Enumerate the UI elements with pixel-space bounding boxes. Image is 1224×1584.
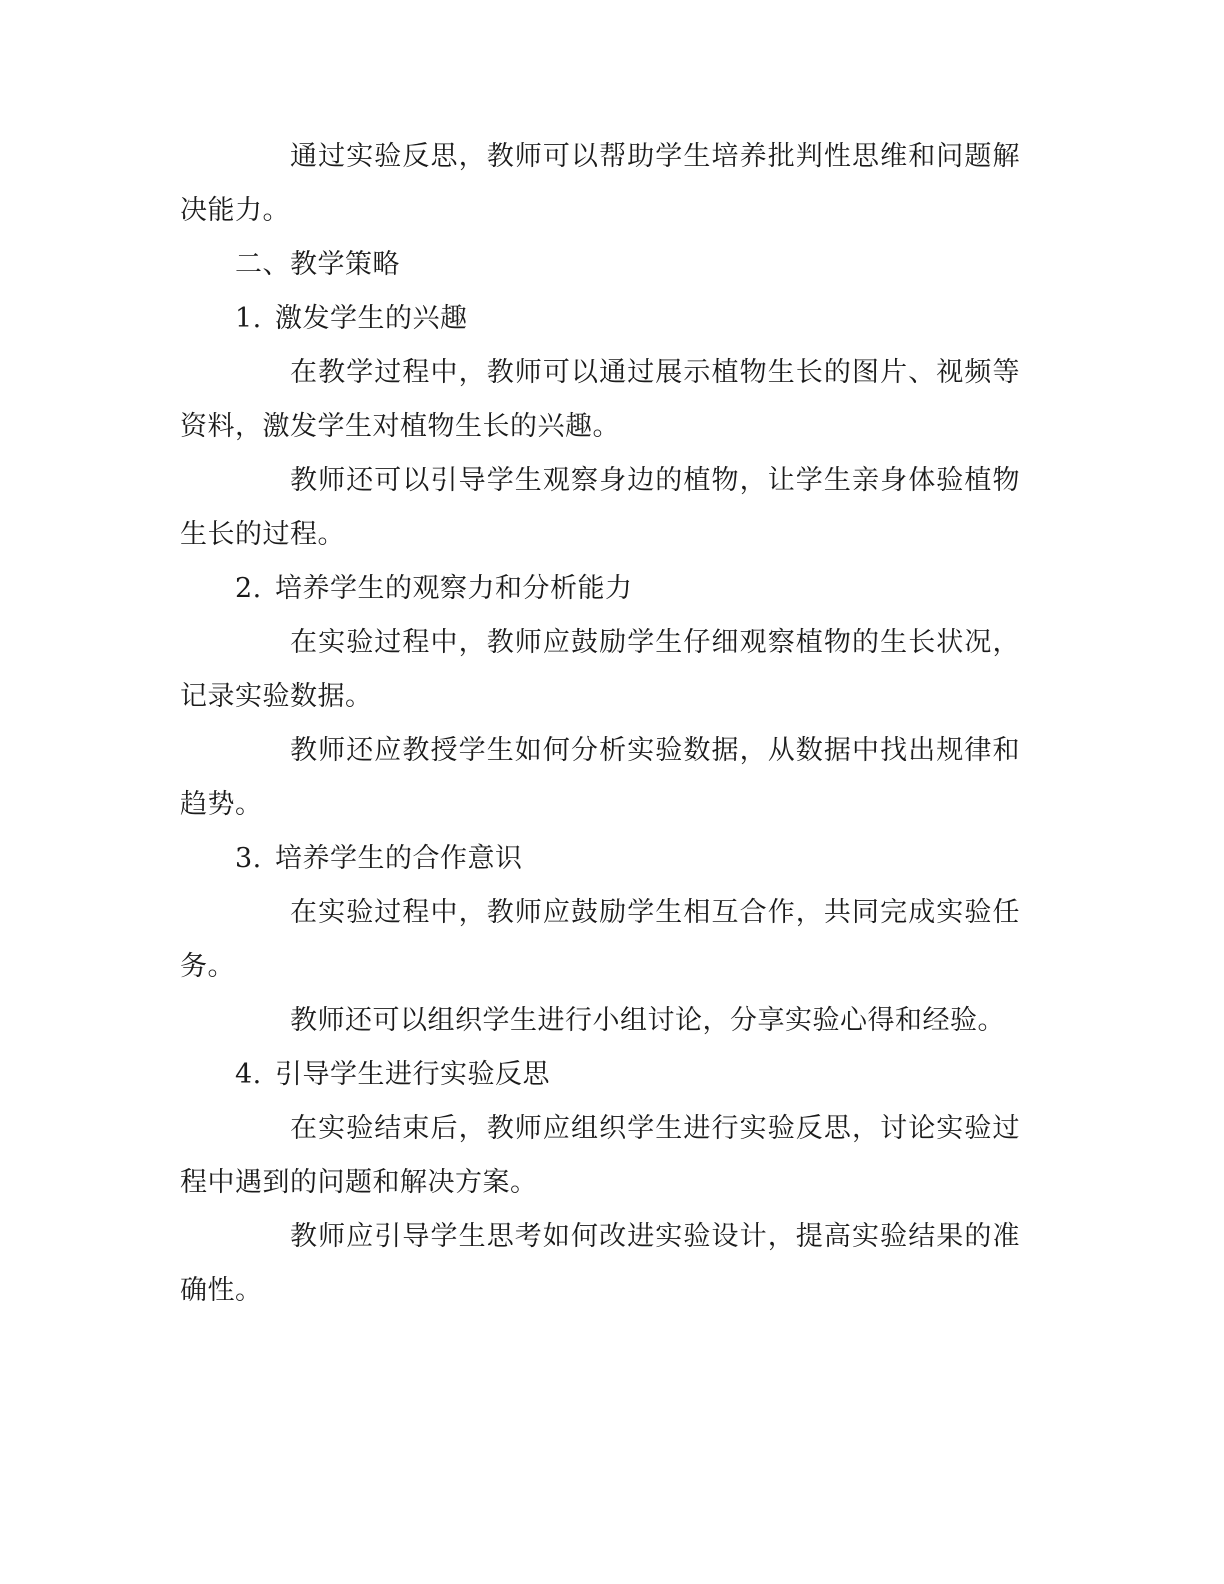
paragraph: 教师还应教授学生如何分析实验数据，从数据中找出规律和趋势。 <box>180 735 1020 820</box>
subsection-heading <box>180 1048 1020 1102</box>
heading-number: 4. <box>235 1059 262 1090</box>
heading-text: 培养学生的合作意识 <box>275 843 523 874</box>
heading-number: 3. <box>235 843 262 874</box>
paragraph: 在实验结束后，教师应组织学生进行实验反思，讨论实验过程中遇到的问题和解决方案。 <box>180 1113 1020 1198</box>
heading-number: 2. <box>235 573 262 604</box>
paragraph: 通过实验反思，教师可以帮助学生培养批判性思维和问题解决能力。 <box>180 141 1020 226</box>
paragraph: 教师还可以组织学生进行小组讨论，分享实验心得和经验。 <box>290 1005 1005 1036</box>
subsection-heading <box>180 832 1020 886</box>
heading-text: 激发学生的兴趣 <box>275 303 468 334</box>
section-heading: 二、教学策略 <box>235 249 400 280</box>
heading-number: 1. <box>235 303 262 334</box>
paragraph: 教师还可以引导学生观察身边的植物，让学生亲身体验植物生长的过程。 <box>180 465 1020 550</box>
document-body <box>180 130 1020 1318</box>
paragraph: 在教学过程中，教师可以通过展示植物生长的图片、视频等资料，激发学生对植物生长的兴趣。 <box>180 357 1020 442</box>
subsection-heading <box>180 292 1020 346</box>
heading-text: 培养学生的观察力和分析能力 <box>275 573 633 604</box>
heading-text: 引导学生进行实验反思 <box>275 1059 550 1090</box>
subsection-heading <box>180 562 1020 616</box>
paragraph: 在实验过程中，教师应鼓励学生相互合作，共同完成实验任务。 <box>180 897 1020 982</box>
paragraph: 教师应引导学生思考如何改进实验设计，提高实验结果的准确性。 <box>180 1221 1020 1306</box>
paragraph: 在实验过程中，教师应鼓励学生仔细观察植物的生长状况，记录实验数据。 <box>180 627 1020 712</box>
